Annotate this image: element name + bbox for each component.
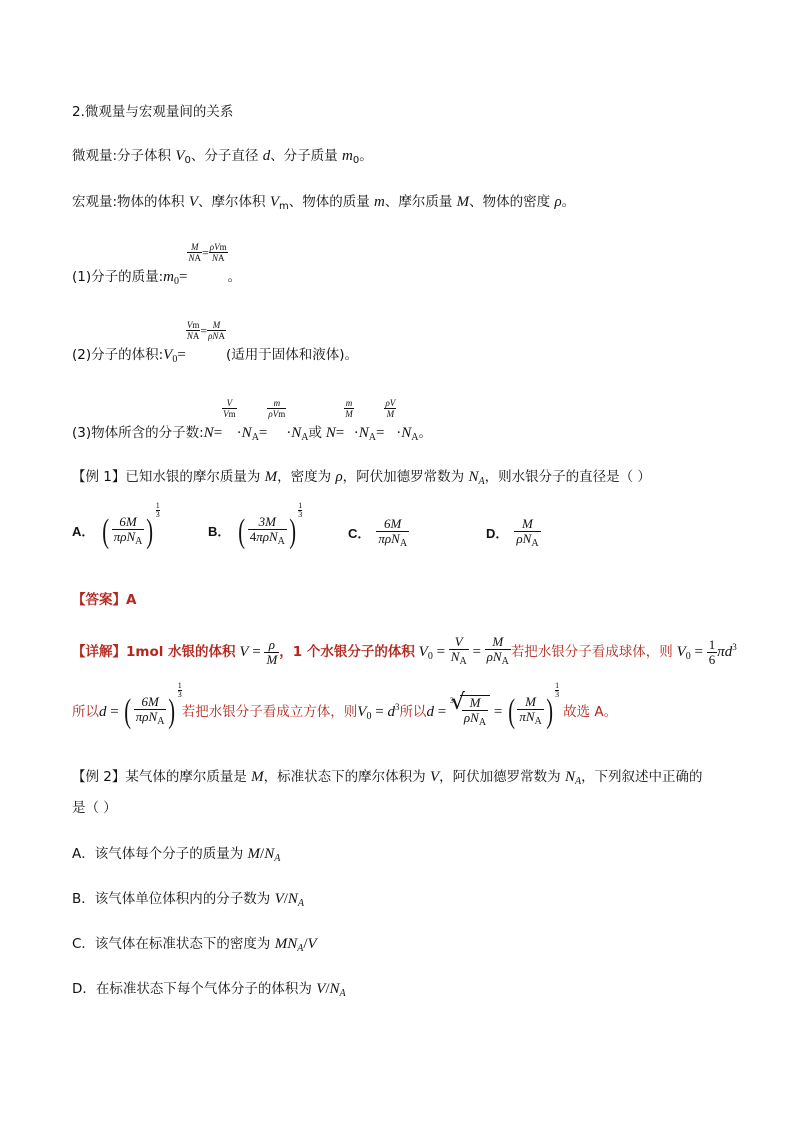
example1-option-b[interactable]: B． ( $\frac{3M}{4\pi\rho N_A}$ ) $\frac{1}{3}$ [208, 501, 303, 550]
example2-stem-line2: 是（ ） [72, 800, 117, 816]
example2-option-d[interactable]: D．在标准状态下每个气体分子的体积为 $V/N_A$ [72, 981, 346, 999]
example1-option-d[interactable]: D． $\frac{M}{\rho N_A}$ [486, 516, 539, 549]
example2-option-c[interactable]: C．该气体在标准状态下的密度为 $MN_A/V$ [72, 936, 317, 954]
example2-option-b[interactable]: B．该气体单位体积内的分子数为 $V/N_A$ [72, 891, 305, 909]
micro-quantities: 微观量:分子体积 $V_0$、分子直径 d、分子质量 $m_0$。 [72, 148, 373, 166]
example1-detail-line1: 【详解】1mol 水银的体积 V = $\frac{\rho}{M}$ ，1 个水银分子的体积 $V_0$ = $\frac{V}{N_A}$ = $\frac{M}{\rho N_A}$ 若把水银分子看成球体，则 $V_0$ = $\frac{1}{6}$ $\pi d^3$ [72, 634, 737, 667]
formula-molecule-volume: (2)分子的体积$:V_0=$ $\frac{Vm}{NA}$ = $\frac{M}{\text{ρNA}}$ (适用于固体和液体)。 [72, 320, 358, 365]
formula-molecule-mass: (1)分子的质量$:m_0=$ $\frac{M}{NA}$ = $\frac{\text{ρVm}}{NA}$ 。 [72, 242, 242, 287]
example1-detail-line2: 所以d = ( $\frac{6M}{\pi\rho N_A}$ ) $\frac{1}{3}$若把水银分子看成立方体，则$V_0 = d^3$所以d = $^3$ √ $\frac{M}{\rho N_A}$ = ( $\frac{M}{\pi N_A}$ ) $\frac{1}{3}$故选 A。 [72, 692, 617, 736]
example1-option-c[interactable]: C． $\frac{6M}{\pi\rho N_A}$ [348, 516, 408, 549]
macro-quantities: 宏观量:物体的体积 V、摩尔体积 $V_m$、物体的质量 m、摩尔质量 M、物体的密度 ρ。 [72, 194, 576, 212]
formula-molecule-count: (3)物体所含的分子数:N= $\frac{V}{Vm}$ $\cdot N_A=$ $\frac{m}{\text{ρVm}}$ $\cdot N_A$或 N= $\frac{m}{M}$ $\cdot N_A=$ $\frac{\rho V}{M}$ $\cdot N_A$。 [72, 398, 433, 443]
example2-stem-line1: 【例 2】某气体的摩尔质量是 M，标准状态下的摩尔体积为 V，阿伏加德罗常数为 $N_A$，下列叙述中正确的 [72, 769, 703, 787]
example1-answer: 【答案】A [72, 592, 137, 608]
example1-option-a[interactable]: A． ( $\frac{6M}{\pi\rho N_A}$ ) $\frac{1}{3}$ [72, 501, 160, 550]
section-title: 2.微观量与宏观量间的关系 [72, 104, 234, 120]
example1-stem: 【例 1】已知水银的摩尔质量为 M，密度为 ρ，阿伏加德罗常数为 $N_A$，则水银分子的直径是（ ） [72, 469, 651, 487]
example2-option-a[interactable]: A．该气体每个分子的质量为 $M/N_A$ [72, 846, 281, 864]
